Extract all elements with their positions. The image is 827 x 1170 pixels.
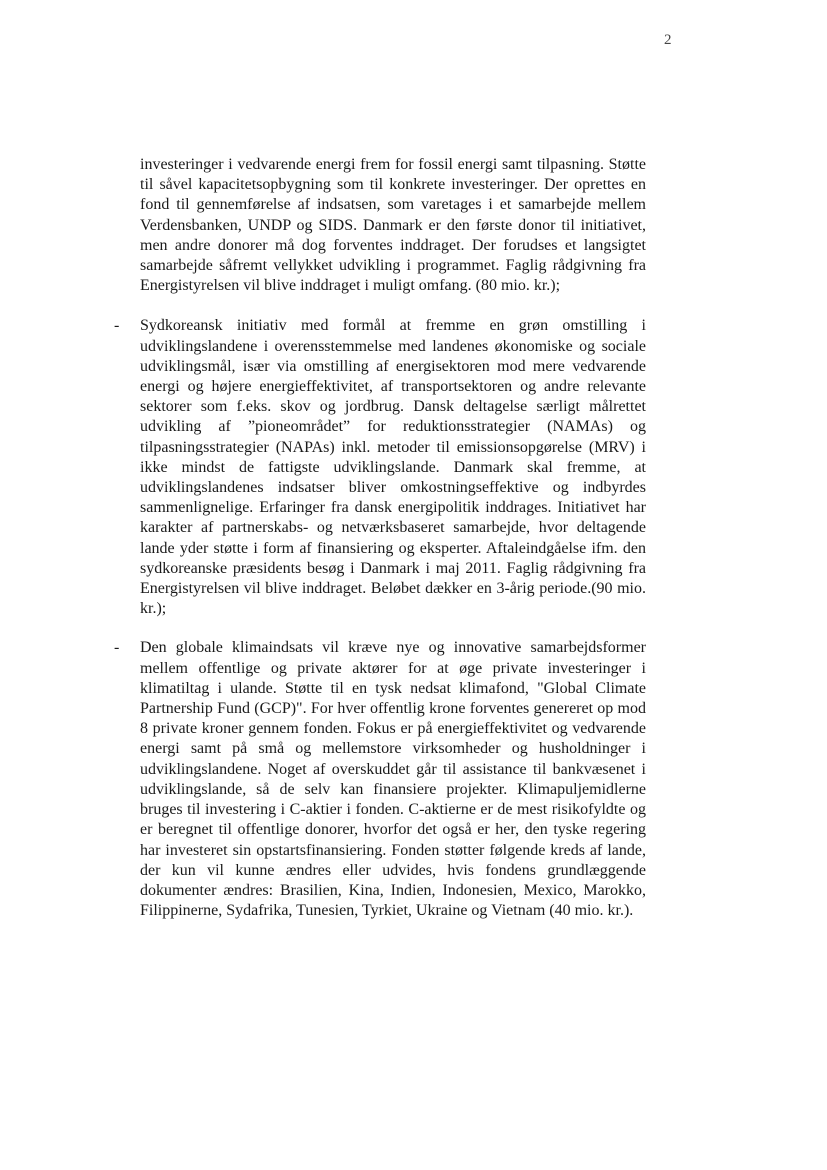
document-body: [114, 155, 646, 921]
page-number: 2: [664, 32, 672, 48]
list-bullet: -: [114, 639, 120, 657]
list-bullet: -: [114, 317, 120, 335]
list-item-text: Den globale klimaindsats vil kræve nye og innovative samarbejdsformer mellem offentlige og private aktører for at øge private investeringer i klimatiltag i ulande. Støtte til en tysk nedsat klimafond, "Global Climate Partnership Fund (GCP)". For hver offentlig krone forventes genereret op mod 8 private kroner gennem fonden. Fokus er på energieffektivitet og vedvarende energi samt på små og mellemstore virksomheder og husholdninger i udviklingslandene. Noget af overskuddet går til assistance til bankvæsenet i udviklingslande, så de selv kan finansiere projekter. Klimapuljemidlerne bruges til investering i C-aktier i fonden. C-aktierne er de mest risikofyldte og er beregnet til offentlige donorer, hvorfor det også er her, den tyske regering har investeret sin opstartsfinansiering. Fonden støtter følgende kreds af lande, der kun vil kunne ændres eller udvides, hvis fondens grundlæggende dokumenter ændres: Brasilien, Kina, Indien, Indonesien, Mexico, Marokko, Filippinerne, Sydafrika, Tunesien, Tyrkiet, Ukraine og Vietnam (40 mio. kr.).: [140, 639, 646, 920]
list-item-text: Sydkoreansk initiativ med formål at fremme en grøn omstilling i udviklingslandene i overensstemmelse med landenes økonomiske og sociale udviklingsmål, især via omstilling af energisektoren mod mere vedvarende energi og højere energieffektivitet, af transportsektoren og andre relevante sektorer som f.eks. skov og jordbrug. Dansk deltagelse særligt målrettet udvikling af ”pioneområdet” for reduktionsstrategier (NAMAs) og tilpasningsstrategier (NAPAs) inkl. metoder til emissionsopgørelse (MRV) i ikke mindst de fattigste udviklingslande. Danmark skal fremme, at udviklingslandenes indsatser bliver omkostningseffektive og indbyrdes sammenlignelige. Erfaringer fra dansk energipolitik inddrages. Initiativet har karakter af partnerskabs- og netværksbaseret samarbejde, hvor deltagende lande yder støtte i form af finansiering og eksperter. Aftaleindgåelse ifm. den sydkoreanske præsidents besøg i Danmark i maj 2011. Faglig rådgivning fra Energistyrelsen vil blive inddraget. Beløbet dækker en 3-årig periode.(90 mio. kr.);: [140, 317, 646, 618]
paragraph-continuation: investeringer i vedvarende energi frem for fossil energi samt tilpasning. Støtte til såvel kapacitetsopbygning som til konkrete investeringer. Der oprettes en fond til gennemførelse af indsatsen, som varetages i et samarbejde mellem Verdensbanken, UNDP og SIDS. Danmark er den første donor til initiativet, men andre donorer må dog forventes inddraget. Der forudses et langsigtet samarbejde såfremt vellykket udvikling i programmet. Faglig rådgivning fra Energistyrelsen vil blive inddraget i muligt omfang. (80 mio. kr.);: [140, 156, 646, 295]
list-item: [114, 316, 646, 619]
list-item: [114, 638, 646, 921]
